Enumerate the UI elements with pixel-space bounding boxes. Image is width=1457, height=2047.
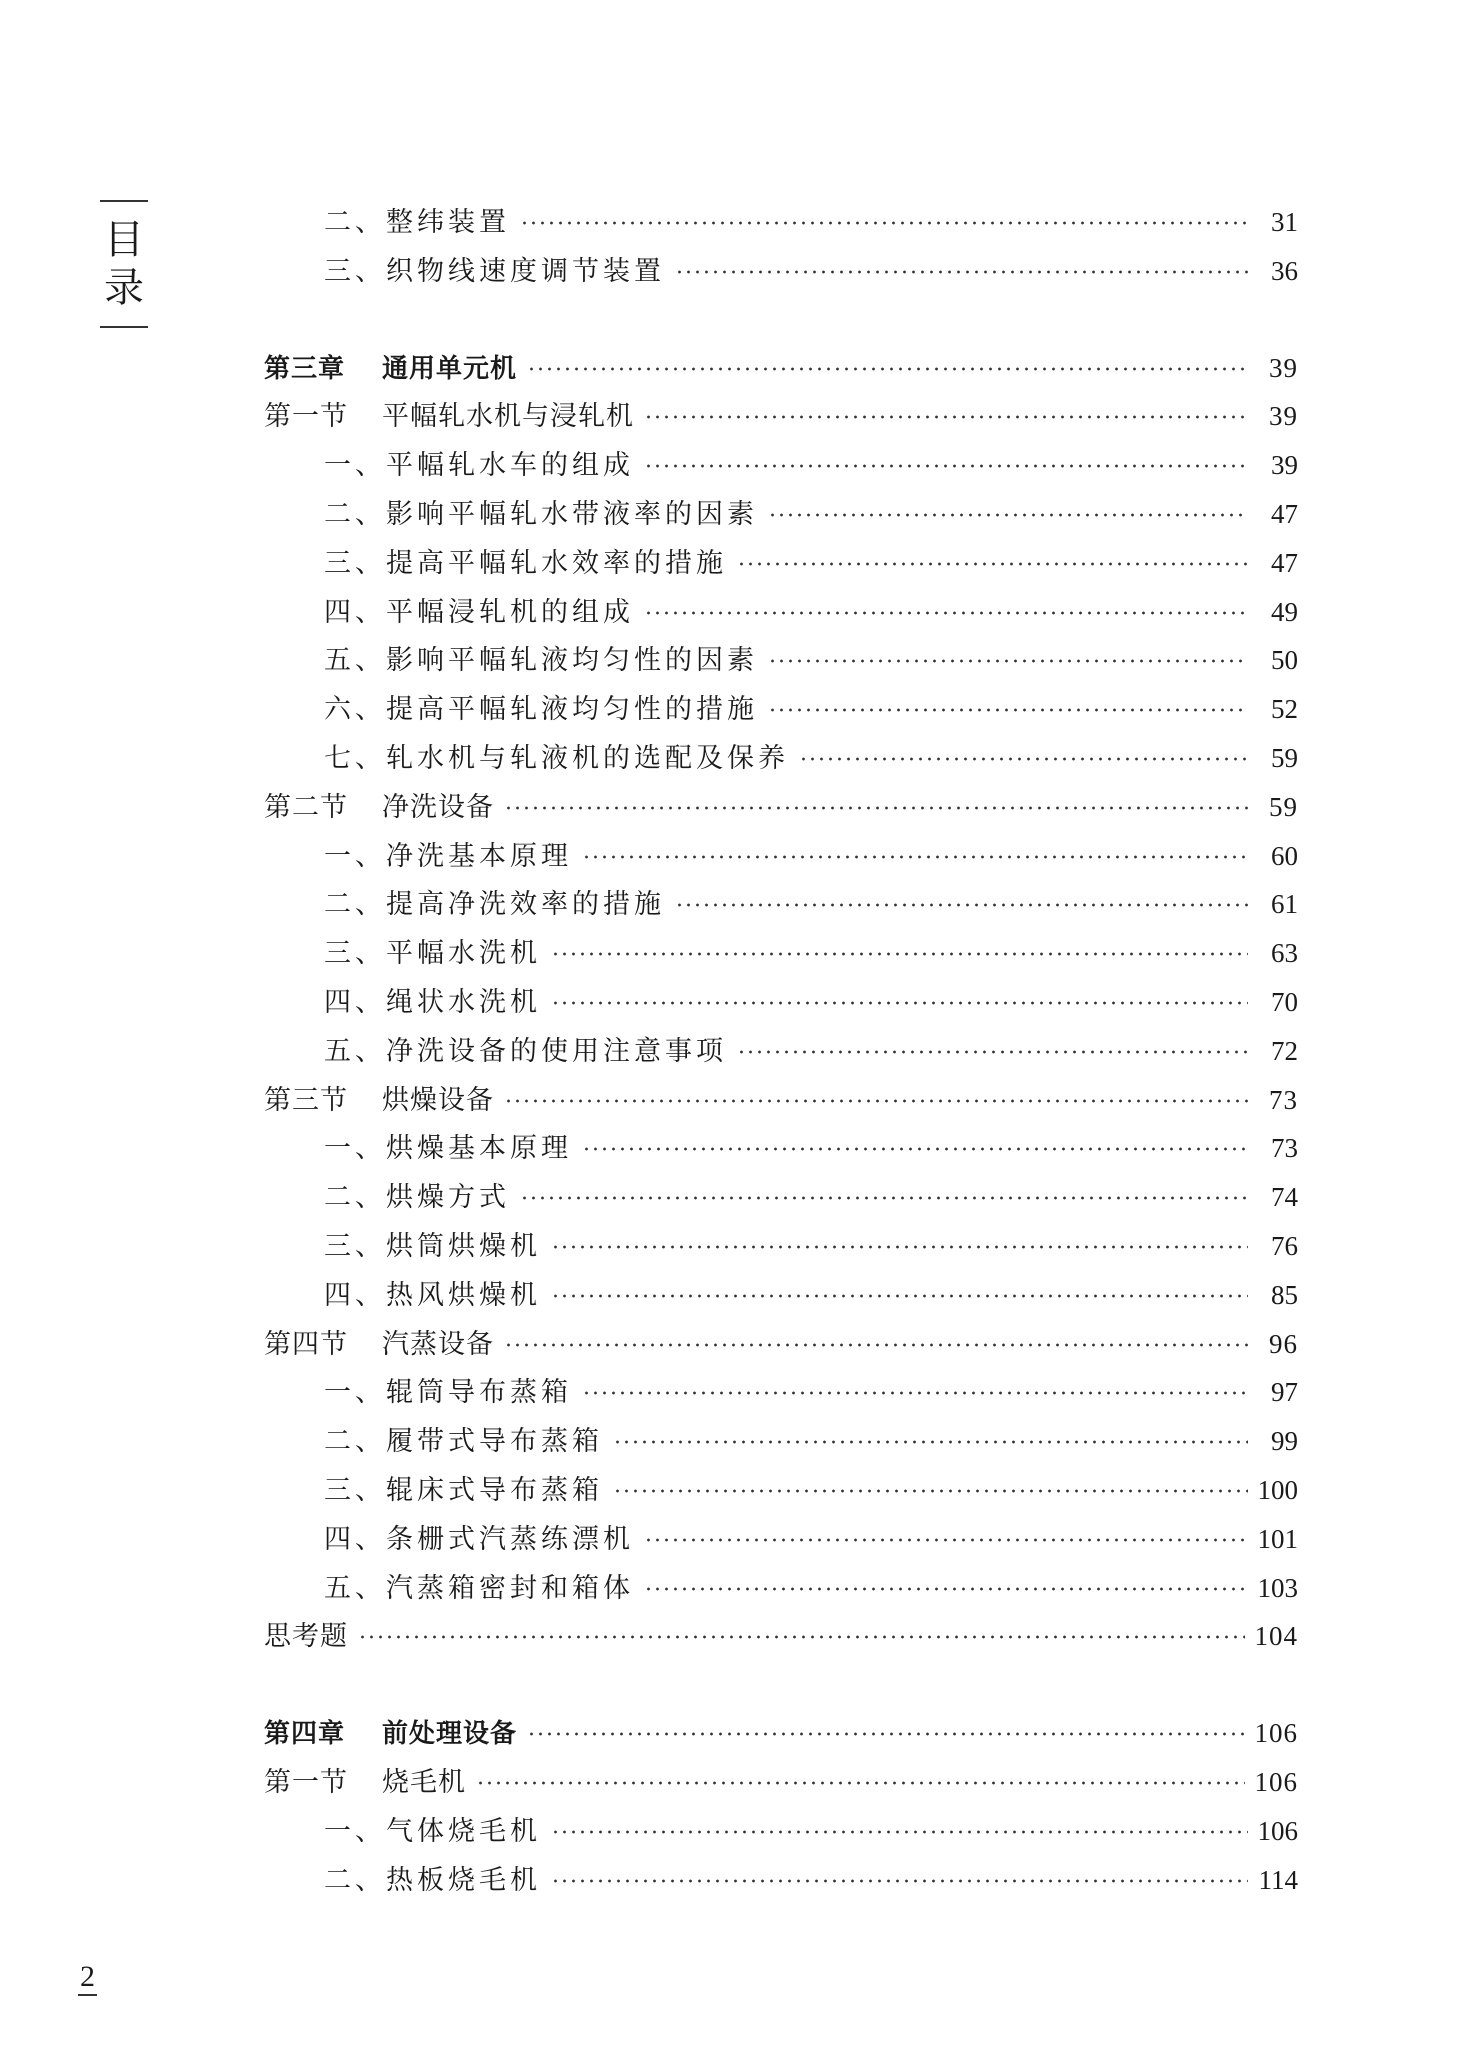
toc-entry-label: 五、汽蒸箱密封和箱体 [324,1572,634,1604]
toc-entry[interactable] [264,832,1298,881]
toc-entry-title [324,833,572,882]
toc-entry-number: 第四节 [264,1328,348,1360]
toc-entry-page: 73 [1271,1133,1298,1164]
toc-entry[interactable] [264,1027,1298,1076]
toc-dot-leader [799,757,1248,761]
toc-dot-leader [551,1879,1248,1883]
toc-dot-leader [551,1294,1248,1298]
toc-entry[interactable] [264,880,1298,929]
toc-entry[interactable] [264,392,1298,441]
toc-entry[interactable] [264,1320,1298,1369]
toc-entry-page: 47 [1271,547,1298,578]
toc-entry[interactable] [264,1564,1298,1613]
toc-entry[interactable] [264,1515,1298,1564]
toc-entry-label: 四、平幅浸轧机的组成 [324,596,634,628]
toc-entry-title [264,345,517,394]
toc-dot-leader [551,1245,1248,1249]
toc-dot-leader [582,1147,1248,1151]
toc-entry-label: 四、条栅式汽蒸练漂机 [324,1523,634,1555]
toc-entry-page: 100 [1257,1474,1298,1505]
page-number: 2 [78,1960,97,1996]
side-label-char-1: 目 [104,217,144,263]
toc-dot-leader [644,611,1248,615]
toc-entry-label: 二、影响平幅轧水带液率的因素 [324,498,758,530]
toc-entry-page: 60 [1271,840,1298,871]
toc-entry-page: 97 [1271,1377,1298,1408]
toc-entry-label: 四、绳状水洗机 [324,986,541,1018]
toc-entry-number: 第一节 [264,401,348,433]
toc-entry[interactable] [264,247,1298,296]
toc-entry-page: 39 [1271,450,1298,481]
toc-entry-title [324,248,665,297]
toc-gap [264,1661,1298,1709]
toc-entry[interactable] [264,1368,1298,1417]
toc-entry[interactable] [264,588,1298,637]
toc-entry-title [324,491,758,540]
toc-dot-leader [551,1001,1248,1005]
toc-entry[interactable] [264,1807,1298,1856]
toc-entry[interactable] [264,441,1298,490]
toc-entry-title [324,1467,603,1516]
toc-entry-label: 三、平幅水洗机 [324,938,541,970]
side-label-char-2: 录 [104,265,144,311]
toc-entry-title [324,1857,541,1906]
toc-entry-label: 一、气体烧毛机 [324,1815,541,1847]
toc-entry-label: 前处理设备 [382,1719,518,1750]
toc-entry[interactable] [264,1856,1298,1905]
toc-entry-title [324,1808,541,1857]
toc-entry-label: 净洗设备 [382,791,494,823]
toc-entry[interactable] [264,1173,1298,1222]
toc-dot-leader [520,221,1248,225]
toc-entry-title [324,1418,603,1467]
toc-entry-title [324,735,789,784]
toc-entry-label: 三、辊床式导布蒸箱 [324,1474,603,1506]
toc-dot-leader [527,1732,1244,1736]
toc-entry-label: 二、整纬装置 [324,207,510,238]
toc-entry-label: 烧毛机 [382,1766,466,1798]
toc-entry-label: 五、净洗设备的使用注意事项 [324,1035,727,1067]
toc-dot-leader [644,464,1248,468]
toc-entry[interactable] [264,978,1298,1027]
toc-side-label [100,200,148,328]
toc-entry-title [324,1272,541,1321]
toc-entry-title [264,784,494,833]
toc-dot-leader [504,806,1248,810]
toc-entry-label: 烘燥设备 [382,1084,494,1116]
toc-entry[interactable] [264,344,1298,393]
toc-entry-title [264,1613,348,1662]
toc-entry[interactable] [264,1124,1298,1173]
toc-entry-page: 59 [1271,742,1298,773]
toc-entry-title [324,686,758,735]
toc-entry-page: 99 [1271,1426,1298,1457]
toc-dot-leader [768,708,1248,712]
toc-entry-page: 73 [1269,1084,1298,1115]
toc-entry-number: 第一节 [264,1766,348,1798]
toc-entry-page: 103 [1257,1572,1298,1603]
toc-entry-number: 第三节 [264,1084,348,1116]
toc-entry-title [264,1710,517,1759]
toc-entry-title [324,637,758,686]
toc-entry-title [324,1028,727,1077]
toc-entry-number: 第三章 [264,353,346,384]
toc-dot-leader [768,513,1248,517]
toc-entry-page: 96 [1269,1328,1298,1359]
toc-entry-label: 二、烘燥方式 [324,1182,510,1214]
toc-entry-label: 平幅轧水机与浸轧机 [382,401,634,433]
toc-dot-leader [358,1635,1245,1639]
toc-entry-page: 72 [1271,1035,1298,1066]
toc-entry-title [324,1174,510,1223]
toc-entry[interactable] [264,1076,1298,1125]
toc-entry-label: 一、平幅轧水车的组成 [324,450,634,482]
toc-dot-leader [504,1099,1248,1103]
toc-entry[interactable] [264,1222,1298,1271]
toc-entry-page: 47 [1271,498,1298,529]
toc-entry-label: 四、热风烘燥机 [324,1279,541,1311]
toc-entry[interactable] [264,198,1298,247]
toc-entry-page: 63 [1271,938,1298,969]
toc-entry-title [324,540,727,589]
toc-entry[interactable] [264,1612,1298,1661]
toc-entry[interactable] [264,1417,1298,1466]
toc-dot-leader [520,1196,1248,1200]
toc-entry-page: 52 [1271,694,1298,725]
toc-entry-page: 50 [1271,645,1298,676]
toc-entry[interactable] [264,685,1298,734]
toc-entry-title [264,393,634,442]
toc-entry-title [324,930,541,979]
toc-dot-leader [551,952,1248,956]
toc-entry-title [324,199,510,248]
toc-entry-page: 114 [1258,1864,1298,1895]
toc-entry-title [324,442,634,491]
toc-entry-number: 第二节 [264,791,348,823]
toc-gap [264,296,1298,344]
toc-dot-leader [613,1440,1248,1444]
toc-entry-page: 104 [1254,1621,1298,1652]
toc-entry-number: 第四章 [264,1719,346,1750]
toc-entry-title [324,1369,572,1418]
toc-entry-label: 三、织物线速度调节装置 [324,255,665,287]
toc-entry[interactable] [264,1271,1298,1320]
toc-entry[interactable] [264,1709,1298,1758]
toc-entry-page: 36 [1271,255,1298,286]
toc-entry-title [324,1223,541,1272]
toc-dot-leader [675,903,1248,907]
toc-entry-label: 三、烘筒烘燥机 [324,1230,541,1262]
toc-entry-page: 61 [1271,889,1298,920]
toc-dot-leader [644,415,1248,419]
table-of-contents [264,198,1298,1904]
toc-entry[interactable] [264,929,1298,978]
toc-entry-title [324,1125,572,1174]
toc-entry[interactable] [264,1466,1298,1515]
toc-entry-page: 39 [1269,352,1298,383]
toc-entry-label: 通用单元机 [382,353,518,384]
toc-entry-label: 五、影响平幅轧液均匀性的因素 [324,645,758,677]
toc-entry-title [264,1321,494,1370]
toc-entry-page: 39 [1269,401,1298,432]
toc-entry-title [324,1565,634,1614]
toc-entry-page: 49 [1271,596,1298,627]
toc-dot-leader [675,270,1248,274]
toc-dot-leader [644,1538,1248,1542]
toc-entry-label: 思考题 [264,1621,348,1653]
toc-entry-page: 74 [1271,1182,1298,1213]
toc-entry-page: 85 [1271,1279,1298,1310]
toc-entry-label: 三、提高平幅轧水效率的措施 [324,547,727,579]
toc-entry[interactable] [264,783,1298,832]
toc-entry[interactable] [264,1758,1298,1807]
toc-entry[interactable] [264,636,1298,685]
toc-entry-title [324,1516,634,1565]
toc-dot-leader [551,1830,1248,1834]
toc-dot-leader [504,1343,1248,1347]
toc-entry-title [324,979,541,1028]
toc-dot-leader [737,1050,1248,1054]
toc-entry-title [324,589,634,638]
toc-entry-label: 七、轧水机与轧液机的选配及保养 [324,742,789,774]
toc-entry-label: 一、烘燥基本原理 [324,1133,572,1165]
toc-entry-label: 六、提高平幅轧液均匀性的措施 [324,694,758,726]
toc-entry[interactable] [264,490,1298,539]
toc-dot-leader [644,1587,1248,1591]
toc-entry-page: 70 [1271,986,1298,1017]
toc-entry-title [324,881,665,930]
toc-entry-title [264,1077,494,1126]
toc-entry-page: 106 [1257,1815,1298,1846]
toc-dot-leader [768,659,1248,663]
toc-entry-label: 二、热板烧毛机 [324,1864,541,1896]
toc-entry-page: 101 [1257,1523,1298,1554]
toc-dot-leader [613,1489,1248,1493]
toc-dot-leader [527,367,1248,371]
toc-entry-page: 59 [1269,791,1298,822]
toc-entry-label: 二、提高净洗效率的措施 [324,889,665,921]
toc-entry-page: 31 [1271,207,1298,237]
toc-dot-leader [476,1781,1245,1785]
toc-dot-leader [582,855,1248,859]
toc-entry-title [264,1759,466,1808]
toc-dot-leader [737,562,1248,566]
toc-entry-label: 二、履带式导布蒸箱 [324,1426,603,1458]
toc-entry-page: 106 [1254,1718,1298,1749]
toc-entry-page: 76 [1271,1230,1298,1261]
toc-entry-label: 一、净洗基本原理 [324,840,572,872]
toc-entry-label: 汽蒸设备 [382,1328,494,1360]
toc-entry[interactable] [264,734,1298,783]
toc-entry[interactable] [264,539,1298,588]
toc-dot-leader [582,1391,1248,1395]
toc-entry-page: 106 [1254,1766,1298,1797]
toc-entry-label: 一、辊筒导布蒸箱 [324,1377,572,1409]
